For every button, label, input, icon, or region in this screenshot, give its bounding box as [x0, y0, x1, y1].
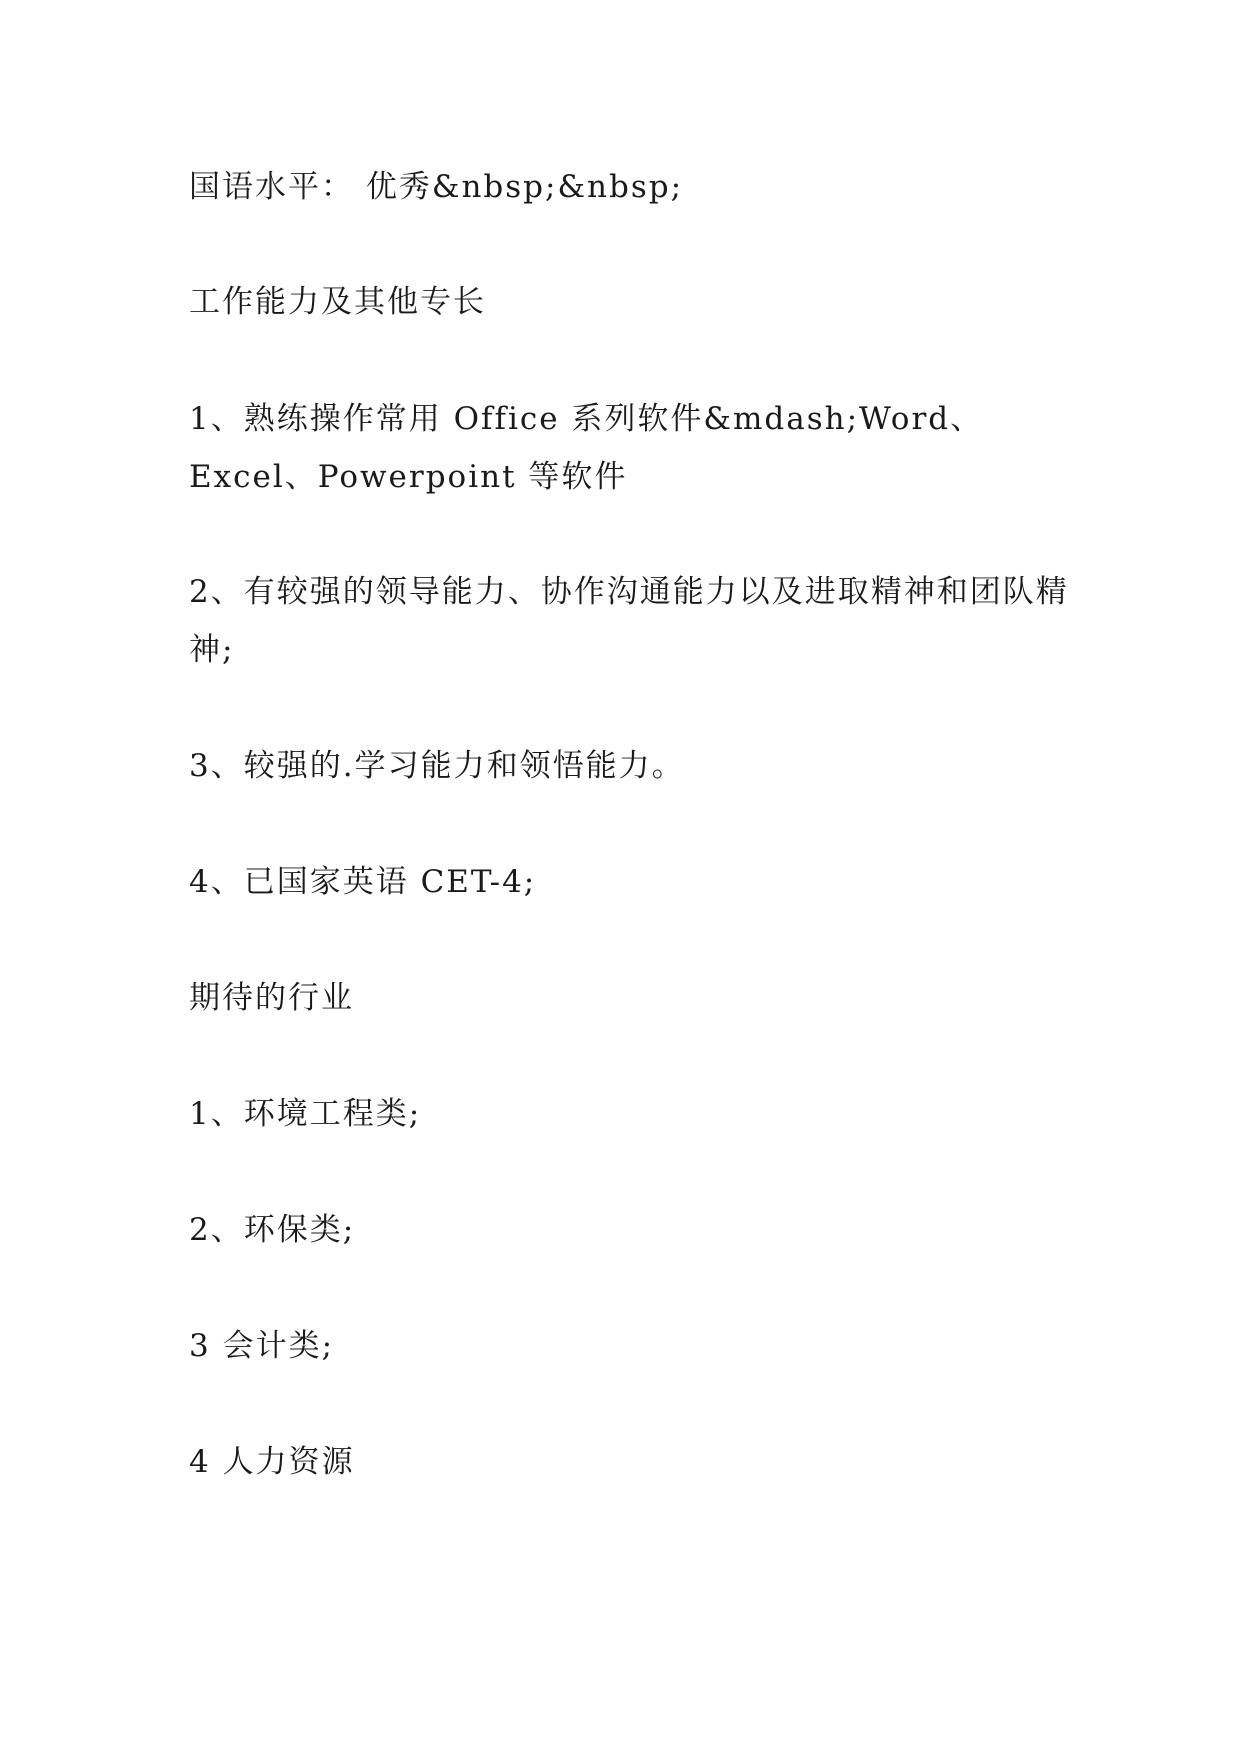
paragraph-skill-3: 3、较强的.学习能力和领悟能力。	[189, 748, 685, 784]
paragraph-industry-1: 1、环境工程类;	[189, 1096, 422, 1132]
paragraph-industry-2: 2、环保类;	[189, 1212, 356, 1248]
paragraph-skill-4: 4、已国家英语 CET-4;	[189, 864, 537, 900]
paragraph-industry-4: 4 人力资源	[189, 1444, 355, 1480]
paragraph-skill-1: 1、熟练操作常用 Office 系列软件&mdash;Word、Excel、Powerpoint 等软件	[189, 401, 984, 495]
paragraph-skill-2: 2、有较强的领导能力、协作沟通能力以及进取精神和团队精神;	[189, 574, 1069, 668]
paragraph-industry-3: 3 会计类;	[189, 1328, 335, 1364]
section-heading-skills: 工作能力及其他专长	[189, 284, 486, 320]
section-heading-industries: 期待的行业	[189, 980, 354, 1016]
paragraph-mandarin-level: 国语水平： 优秀&nbsp;&nbsp;	[189, 169, 684, 205]
